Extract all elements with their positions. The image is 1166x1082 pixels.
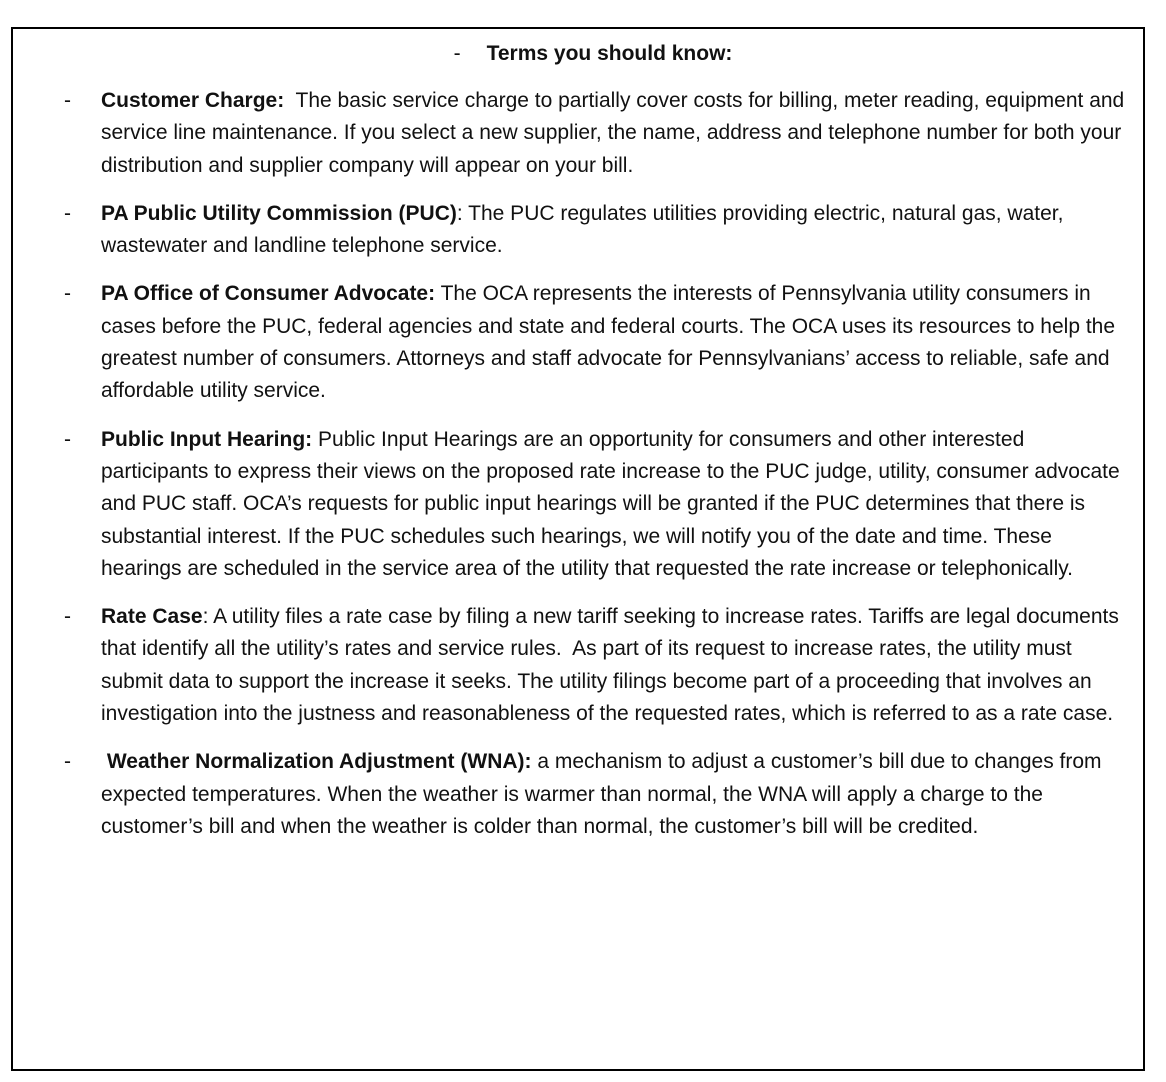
term-bullet: - (64, 282, 71, 306)
term-public-input-hearing (13, 424, 1143, 585)
term-bullet: - (64, 750, 71, 774)
term-label: Rate Case (101, 605, 203, 629)
term-weather-normalization (13, 746, 1143, 843)
term-puc (13, 198, 1143, 263)
term-label: Weather Normalization Adjustment (WNA): (101, 750, 532, 774)
term-label: PA Public Utility Commission (PUC) (101, 201, 457, 225)
term-bullet: - (64, 605, 71, 629)
term-label: Customer Charge: (101, 89, 285, 112)
term-definition: The OCA represents the interests of Pennsylvania utility consumers in cases before the PUC, federal agencies and state and federal courts. The OCA uses its resources to help the greatest number of consumers. Attorneys and staff advocate for Pennsylvanians’ access to reliable, safe and affordable utility service. (101, 282, 1116, 403)
term-consumer-advocate (13, 278, 1143, 407)
term-definition: : A utility files a rate case by filing a new tariff seeking to increase rates. Tariffs are legal documents that identify all the utility’s rates and service rules. As part of its request to increase rates, the utility must submit data to support the increase it seeks. The utility filings become part of a proceeding that involves an investigation into the justness and reasonableness of the requested rates, which is referred to as a rate case. (101, 605, 1125, 726)
heading-title: Terms you should know: (486, 42, 733, 65)
section-heading (13, 41, 1143, 67)
term-rate-case (13, 601, 1143, 730)
document-frame (11, 27, 1145, 1071)
term-label: PA Office of Consumer Advocate: (101, 282, 436, 306)
term-definition: a mechanism to adjust a customer’s bill due to changes from expected temperatures. When the weather is warmer than normal, the WNA will apply a charge to the customer’s bill and when the weather is colder than normal, the customer’s bill will be credited. (101, 750, 1102, 838)
term-bullet: - (64, 201, 71, 225)
term-label: Public Input Hearing: (101, 427, 313, 451)
heading-dash: - (453, 42, 461, 65)
term-definition: : The PUC regulates utilities providing electric, natural gas, water, wastewater and landline telephone service. (101, 201, 1064, 258)
term-bullet: - (64, 89, 71, 112)
terms-list (13, 85, 1143, 859)
term-customer-charge (13, 85, 1143, 182)
term-bullet: - (64, 427, 71, 451)
term-definition: Public Input Hearings are an opportunity for consumers and other interested participants to express their views on the proposed rate increase to the PUC judge, utility, consumer advocate and PUC staff. OCA’s requests for public input hearings will be granted if the PUC determines that there is substantial interest. If the PUC schedules such hearings, we will notify you of the date and time. These hearings are scheduled in the service area of the utility that requested the rate increase or telephonically. (101, 427, 1120, 580)
term-definition: The basic service charge to partially cover costs for billing, meter reading, equipment and service line maintenance. If you select a new supplier, the name, address and telephone number for both your distribution and supplier company will appear on your bill. (101, 89, 1131, 177)
